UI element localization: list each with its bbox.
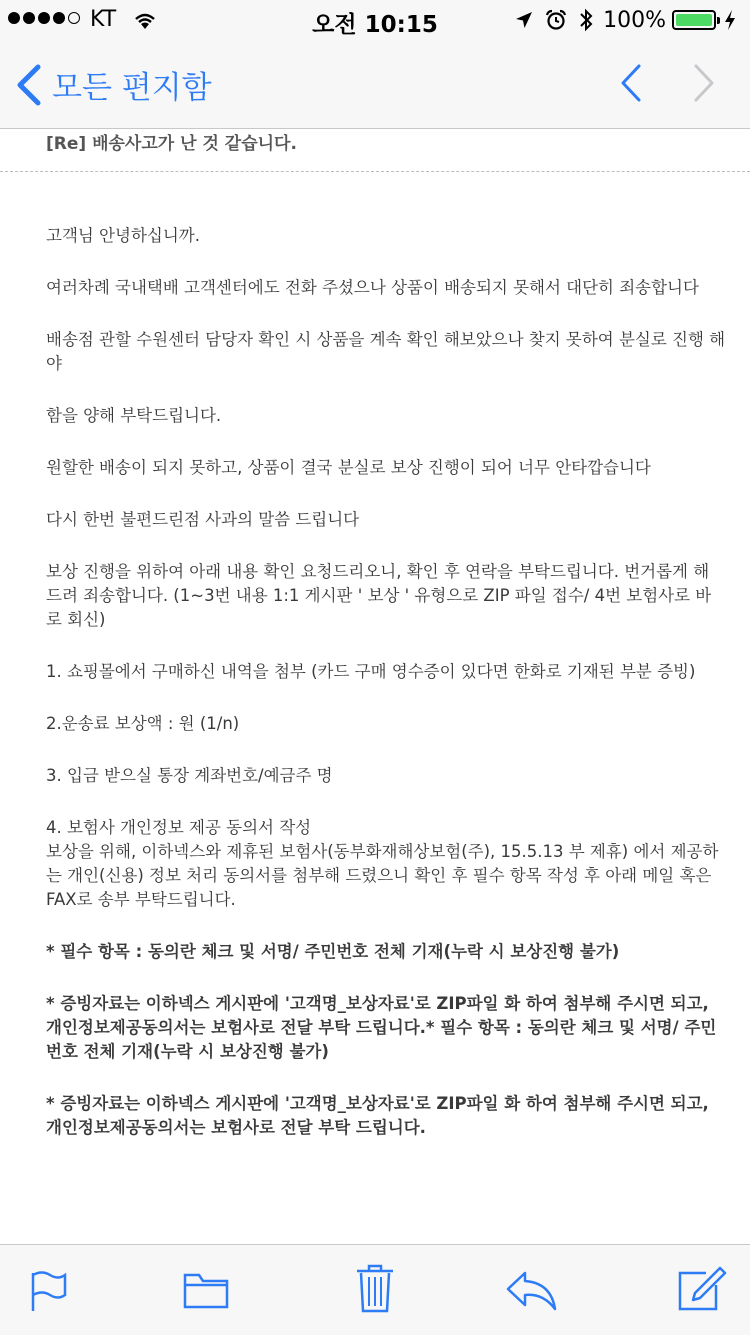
body-paragraph: 보상 진행을 위하여 아래 내용 확인 요청드리오니, 확인 후 연락을 부탁드립니다. 번거롭게 해 드려 죄송합니다. (1~3번 내용 1:1 게시판 ' 보상 ' 유형으로 ZIP 파일 접수/ 4번 보험사로 바로 회신) bbox=[46, 562, 712, 629]
body-paragraph: 배송점 관할 수원센터 담당자 확인 시 상품을 계속 확인 해보았으나 찾지 못하여 분실로 진행 해야 bbox=[46, 330, 726, 373]
battery-icon bbox=[672, 10, 716, 30]
body-paragraph-bold: * 증빙자료는 이하넥스 게시판에 '고객명_보상자료'로 ZIP파일 화 하여 첨부해 주시면 되고, 개인정보제공동의서는 보험사로 전달 부탁 드립니다.* 필수 항목 : 동의란 체크 및 서명/ 주민번호 전체 기재(누락 시 보상진행 불가) bbox=[46, 994, 717, 1061]
folder-icon[interactable] bbox=[182, 1269, 230, 1311]
previous-message-icon[interactable] bbox=[620, 64, 642, 102]
bluetooth-icon bbox=[579, 8, 593, 32]
body-paragraph: 2.운송료 보상액 : 원 (1/n) bbox=[46, 714, 240, 733]
battery-percentage: 100% bbox=[603, 7, 666, 33]
charging-bolt-icon bbox=[724, 9, 736, 31]
email-subject: [Re] 배송사고가 난 것 같습니다. bbox=[46, 134, 297, 154]
body-paragraph: 함을 양해 부탁드립니다. bbox=[46, 406, 222, 425]
body-paragraph: 다시 한번 불편드린점 사과의 말씀 드립니다 bbox=[46, 510, 360, 529]
body-paragraph: 고객님 안녕하십니까. bbox=[46, 226, 200, 245]
divider bbox=[0, 171, 750, 172]
compose-icon[interactable] bbox=[676, 1265, 728, 1317]
back-button[interactable] bbox=[16, 62, 212, 107]
location-arrow-icon bbox=[515, 11, 533, 29]
trash-icon[interactable] bbox=[355, 1263, 395, 1315]
email-content[interactable] bbox=[0, 129, 750, 1244]
navigation-bar bbox=[0, 40, 750, 129]
bottom-toolbar bbox=[0, 1244, 750, 1335]
body-paragraph: 원할한 배송이 되지 못하고, 상품이 결국 분실로 보상 진행이 되어 너무 안타깝습니다 bbox=[46, 458, 651, 477]
body-paragraph: 여러차례 국내택배 고객센터에도 전화 주셨으나 상품이 배송되지 못해서 대단히 죄송합니다 bbox=[46, 278, 699, 297]
back-button-label: 모든 편지함 bbox=[52, 70, 212, 106]
alarm-clock-icon bbox=[545, 9, 567, 31]
email-body bbox=[46, 224, 726, 1168]
back-chevron-icon bbox=[16, 64, 42, 106]
status-bar bbox=[0, 0, 750, 40]
body-paragraph-bold: * 증빙자료는 이하넥스 게시판에 '고객명_보상자료'로 ZIP파일 화 하여 첨부해 주시면 되고, 개인정보제공동의서는 보험사로 전달 부탁 드립니다. bbox=[46, 1094, 709, 1137]
clock: 오전 10:15 bbox=[312, 12, 438, 38]
body-paragraph-bold: * 필수 항목 : 동의란 체크 및 서명/ 주민번호 전체 기재(누락 시 보상진행 불가) bbox=[46, 942, 620, 961]
carrier-label: KT bbox=[90, 7, 117, 32]
flag-icon[interactable] bbox=[28, 1269, 68, 1313]
next-message-icon[interactable] bbox=[693, 64, 715, 102]
body-paragraph: 1. 쇼핑몰에서 구매하신 내역을 첨부 (카드 구매 영수증이 있다면 한화로 기재된 부분 증빙) bbox=[46, 662, 696, 681]
reply-icon[interactable] bbox=[505, 1269, 559, 1313]
body-paragraph: 3. 입금 받으실 통장 계좌번호/예금주 명 bbox=[46, 766, 333, 785]
body-paragraph: 4. 보험사 개인정보 제공 동의서 작성 보상을 위해, 이하넥스와 제휴된 보험사(동부화재해상보험(주), 15.5.13 부 제휴) 에서 제공하는 개인(신용) 정보 처리 동의서를 첨부해 드렸으니 확인 후 필수 항목 작성 후 아래 메일 혹은 FAX로 송부 부탁드립니다. bbox=[46, 818, 719, 909]
